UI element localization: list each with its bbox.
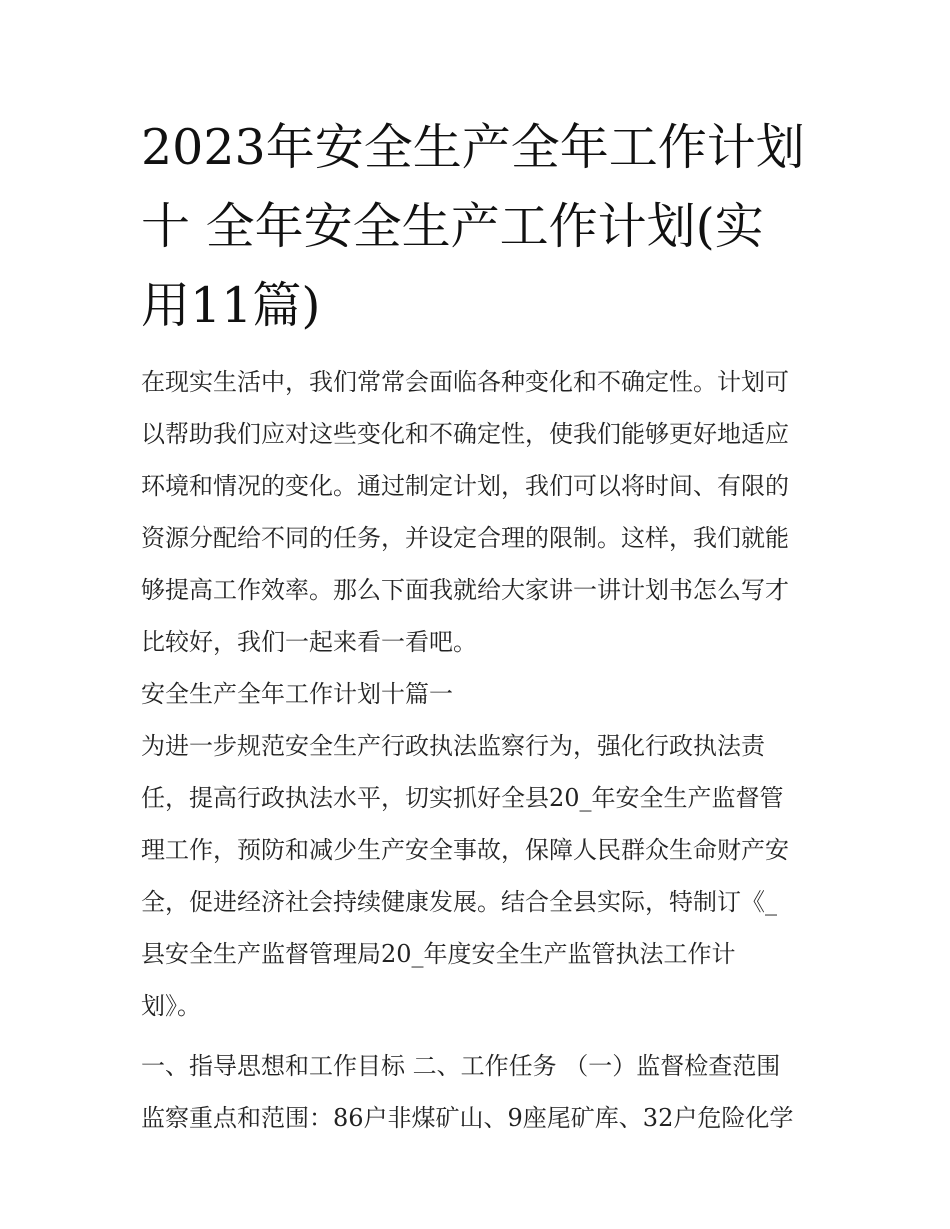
scope-line: 监察重点和范围：86户非煤矿山、9座尾矿库、32户危险化学 — [141, 1104, 794, 1132]
section-line: 任，提高行政执法水平，切实抓好全县20_年安全生产监督管 — [141, 784, 784, 812]
intro-line: 比较好，我们一起来看一看吧。 — [141, 628, 477, 656]
intro-paragraph — [141, 356, 821, 668]
intro-line: 够提高工作效率。那么下面我就给大家讲一讲计划书怎么写才 — [141, 576, 789, 604]
section-heading: 安全生产全年工作计划十篇一 — [141, 680, 453, 708]
document-body — [141, 356, 821, 1144]
intro-line: 在现实生活中，我们常常会面临各种变化和不确定性。计划可 — [141, 368, 789, 396]
intro-line: 环境和情况的变化。通过制定计划，我们可以将时间、有限的 — [141, 472, 789, 500]
section-paragraph — [141, 720, 821, 1032]
section-line: 为进一步规范安全生产行政执法监察行为，强化行政执法责 — [141, 732, 765, 760]
title-line-3: 用11篇) — [141, 277, 321, 334]
section-line: 全，促进经济社会持续健康发展。结合全县实际，特制订《_ — [141, 888, 777, 916]
paragraph-gap — [141, 1032, 821, 1040]
document-title — [141, 108, 821, 345]
title-line-2: 十 全年安全生产工作计划(实 — [141, 198, 764, 255]
intro-line: 以帮助我们应对这些变化和不确定性，使我们能够更好地适应 — [141, 420, 789, 448]
section-line: 县安全生产监督管理局20_年度安全生产监管执法工作计 — [141, 940, 736, 968]
section-line: 理工作，预防和减少生产安全事故，保障人民群众生命财产安 — [141, 836, 789, 864]
outline-line: 一、指导思想和工作目标 二、工作任务 （一）监督检查范围 — [141, 1052, 781, 1080]
title-line-1: 2023年安全生产全年工作计划 — [141, 119, 805, 176]
section-line: 划》。 — [141, 992, 201, 1020]
intro-line: 资源分配给不同的任务，并设定合理的限制。这样，我们就能 — [141, 524, 789, 552]
